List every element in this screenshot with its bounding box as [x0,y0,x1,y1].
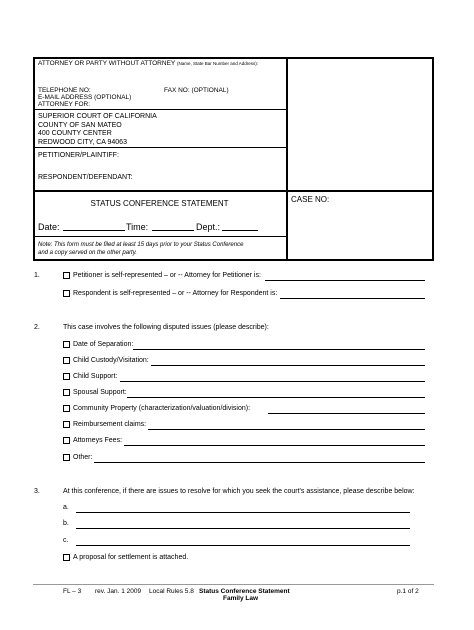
footer-page: p.1 of 2 [397,588,419,595]
issue-label: Attorneys Fees: [73,437,123,444]
attorney-label [38,60,258,67]
petitioner-checkbox[interactable] [63,272,70,279]
attorney-info-area[interactable] [38,68,284,86]
item-letter: a. [63,504,69,511]
issue-checkbox-date-of-separation[interactable] [63,341,70,348]
court-line: SUPERIOR COURT OF CALIFORNIA [38,113,157,120]
issue-checkbox-community-property[interactable] [63,405,70,412]
issue-field-child-custody[interactable] [151,365,425,366]
issue-checkbox-other[interactable] [63,454,70,461]
date-label: Date: [38,222,60,232]
attorney-label-note: (Name, State Bar Number and Address): [176,61,258,66]
court-line: 400 COUNTY CENTER [38,130,112,138]
respondent-attorney-field[interactable] [280,298,425,299]
footer-rule-ref: Local Rules 5.8 [149,588,194,595]
section-1-number: 1. [34,272,40,279]
dept-label: Dept.: [196,222,221,232]
case-no-field[interactable] [330,193,430,205]
email-label: E-MAIL ADDRESS (OPTIONAL) [38,94,132,101]
respondent-label: RESPONDENT/DEFENDANT: [38,174,133,181]
item-field-a[interactable] [76,512,410,513]
issue-field-other[interactable] [94,462,425,463]
proposal-text: A proposal for settlement is attached. [73,554,189,561]
note-divider [33,236,286,237]
issue-field-reimbursement[interactable] [148,429,425,430]
issue-checkbox-spousal-support[interactable] [63,389,70,396]
form-title: STATUS CONFERENCE STATEMENT [90,199,229,208]
item-letter: b. [63,520,69,527]
time-field[interactable] [152,230,194,231]
section-3-intro: At this conference, if there are issues to resolve for which you seek the court's assistance, please describe below: [63,488,415,495]
issue-field-attorneys-fees[interactable] [124,445,425,446]
issue-label: Child Support: [73,373,118,380]
issue-label: Spousal Support: [73,389,127,396]
item-field-c[interactable] [76,545,410,546]
footer-subtitle: Family Law [223,595,259,602]
issue-checkbox-attorneys-fees[interactable] [63,437,70,444]
respondent-text: Respondent is self-represented – or -- Attorney for Respondent is: [73,290,278,297]
court-address [38,113,157,147]
petitioner-label: PETITIONER/PLAINTIFF: [38,152,119,159]
case-no-label: CASE NO: [291,195,330,204]
attorney-label-text: ATTORNEY OR PARTY WITHOUT ATTORNEY [38,60,176,67]
telephone-label: TELEPHONE NO: [38,87,91,94]
item-field-b[interactable] [76,528,410,529]
section-2-intro: This case involves the following disputed issues (please describe): [63,324,269,331]
date-field[interactable] [63,230,125,231]
section-2-number: 2. [34,324,40,331]
time-label: Time: [126,222,149,232]
attorney-for-label: ATTORNEY FOR: [38,101,91,108]
proposal-checkbox[interactable] [63,554,70,561]
section-3-number: 3. [34,488,40,495]
footer-rule [33,584,434,585]
court-line: REDWOOD CITY, CA 94063 [38,138,127,146]
dept-field[interactable] [222,230,258,231]
issue-label: Other: [73,454,93,461]
footer-title: Status Conference Statement [199,588,290,595]
filing-note [38,241,284,257]
issue-checkbox-child-custody[interactable] [63,357,70,364]
fax-label: FAX NO: (OPTIONAL) [164,87,229,94]
issue-field-date-of-separation[interactable] [133,349,425,350]
item-letter: c. [63,537,69,544]
court-divider [33,109,286,110]
note-line: Note: This form must be filed at least 15 days prior to your Status Conference [38,242,244,248]
issue-label: Child Custody/Visitation: [73,357,149,364]
court-line: COUNTY OF SAN MATEO [38,121,122,129]
note-line: and a copy served on the other party. [38,250,137,256]
petitioner-text: Petitioner is self-represented – or -- Attorney for Petitioner is: [73,272,261,279]
footer-revision: rev. Jan. 1 2009 [95,588,142,595]
issue-checkbox-child-support[interactable] [63,373,70,380]
footer-form-id: FL – 3 [63,588,82,595]
issue-field-spousal-support[interactable] [127,397,425,398]
petitioner-attorney-field[interactable] [265,280,425,281]
issue-label: Date of Separation: [73,341,134,348]
issue-label: Community Property (characterization/valuation/division): [73,405,251,412]
caption-divider [286,57,288,261]
issue-checkbox-reimbursement[interactable] [63,421,70,428]
issue-label: Reimbursement claims: [73,421,147,428]
respondent-checkbox[interactable] [63,290,70,297]
issue-field-community-property[interactable] [268,413,425,414]
title-divider [33,190,434,192]
issue-field-child-support[interactable] [120,381,425,382]
